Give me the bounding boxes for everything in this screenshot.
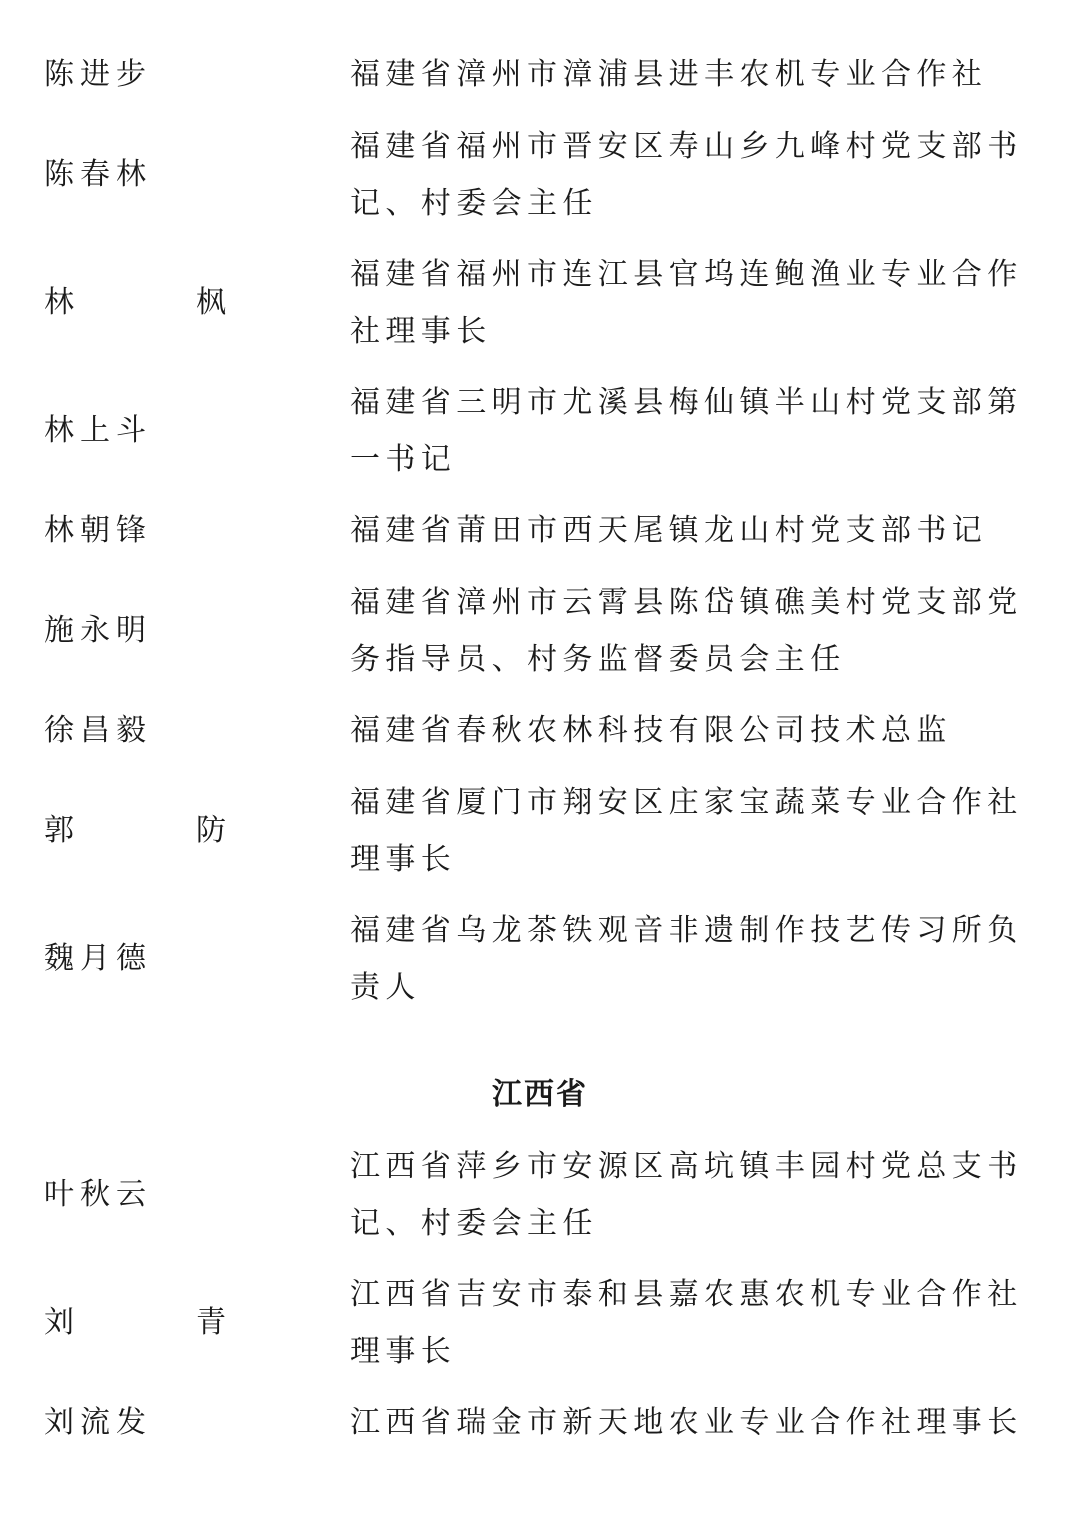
person-name: 刘流发 <box>44 1405 152 1440</box>
person-affiliation: 江西省萍乡市安源区高坑镇丰园村党总支书记、村委会主任 <box>350 1149 1023 1241</box>
person-name: 叶秋云 <box>44 1177 152 1212</box>
person-name: 林朝锋 <box>44 513 152 548</box>
person-affiliation: 福建省厦门市翔安区庄家宝蔬菜专业合作社理事长 <box>350 785 1023 877</box>
person-affiliation: 福建省三明市尤溪县梅仙镇半山村党支部第一书记 <box>350 385 1023 477</box>
person-affiliation: 福建省漳州市云霄县陈岱镇礁美村党支部党务指导员、村务监督委员会主任 <box>350 585 1023 677</box>
person-name: 刘 青 <box>44 1305 272 1340</box>
person-name: 魏月德 <box>44 941 152 976</box>
person-affiliation: 福建省莆田市西天尾镇龙山村党支部书记 <box>350 513 988 548</box>
person-affiliation: 江西省瑞金市新天地农业专业合作社理事长 <box>350 1405 1023 1440</box>
person-affiliation: 福建省乌龙茶铁观音非遗制作技艺传习所负责人 <box>350 913 1023 1005</box>
person-affiliation: 福建省春秋农林科技有限公司技术总监 <box>350 713 952 748</box>
person-affiliation: 江西省吉安市泰和县嘉农惠农机专业合作社理事长 <box>350 1277 1023 1369</box>
section-heading: 江西省 <box>492 1077 588 1112</box>
person-name: 林上斗 <box>44 413 152 448</box>
person-affiliation: 福建省福州市连江县官坞连鲍渔业专业合作社理事长 <box>350 257 1023 349</box>
person-name: 施永明 <box>44 613 152 648</box>
person-name: 徐昌毅 <box>44 713 152 748</box>
person-name: 郭 防 <box>44 813 272 848</box>
person-affiliation: 福建省福州市晋安区寿山乡九峰村党支部书记、村委会主任 <box>350 129 1023 221</box>
person-name: 林 枫 <box>44 285 272 320</box>
person-name: 陈进步 <box>44 57 152 92</box>
person-name: 陈春林 <box>44 157 152 192</box>
person-affiliation: 福建省漳州市漳浦县进丰农机专业合作社 <box>350 57 988 92</box>
